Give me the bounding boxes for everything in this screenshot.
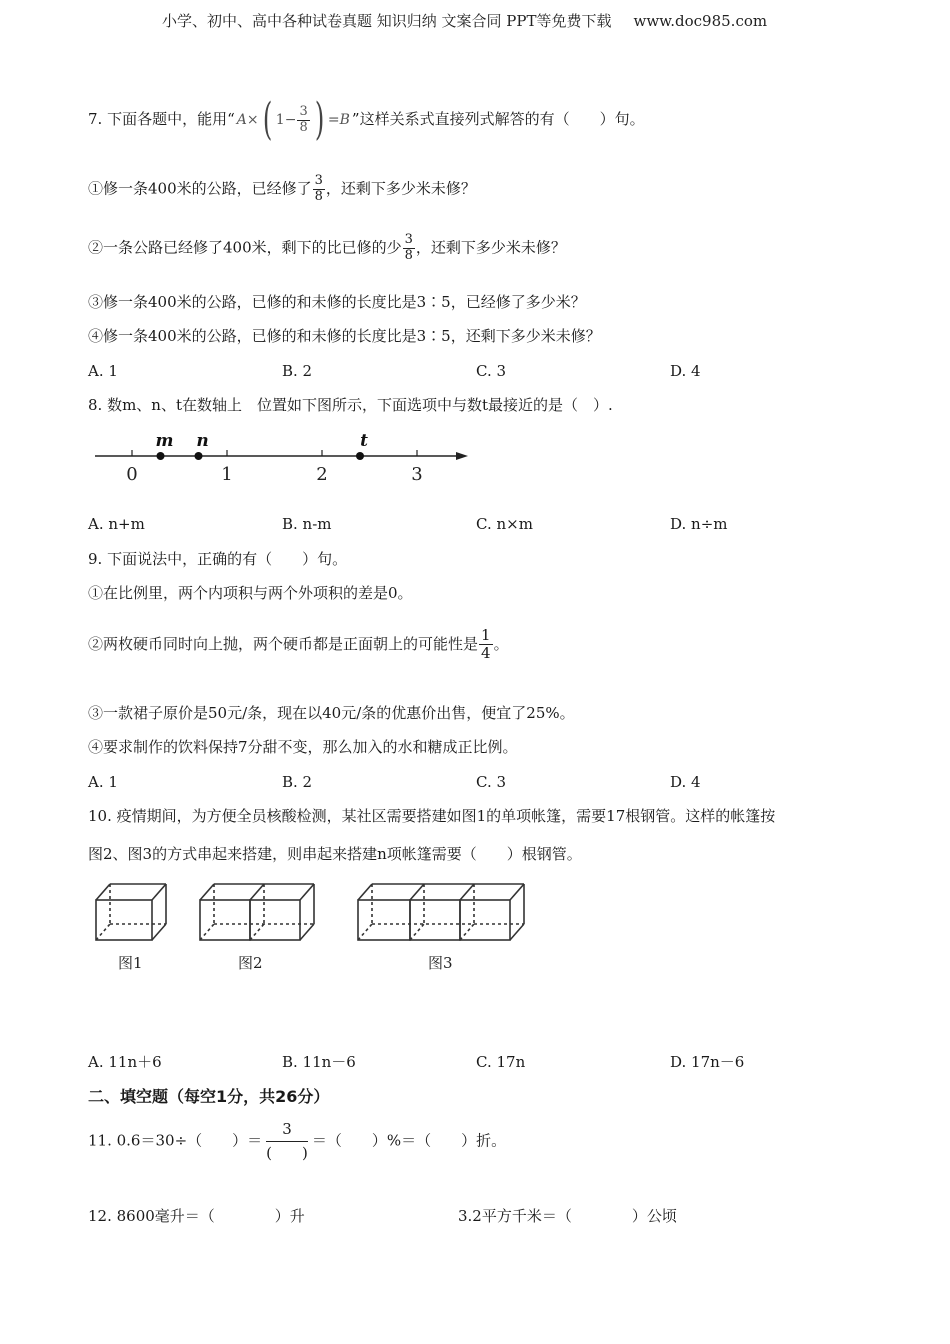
number-line-point-n: [195, 452, 203, 460]
q9-stem: 9. 下面说法中，正确的有（ ）句。: [88, 550, 348, 568]
q7-item2-fraction: [403, 233, 415, 264]
q9-item3: ③一款裙子原价是50元/条，现在以40元/条的优惠价出售，便宜了25%。: [88, 704, 575, 722]
header-text: 小学、初中、高中各种试卷真题 知识归纳 文案合同 PPT等免费下载: [162, 12, 612, 30]
formula-one: 1: [275, 112, 285, 128]
q12-left: 12. 8600毫升＝（ ）升: [88, 1207, 305, 1225]
fraction-num: 3: [404, 232, 413, 247]
number-line-arrow: [456, 452, 468, 460]
q11-fraction-num: 3: [266, 1122, 308, 1142]
tent-figures: [90, 876, 550, 976]
header-url[interactable]: www.doc985.com: [633, 12, 768, 30]
number-line-point-label-m: m: [155, 431, 174, 451]
q11: [88, 1122, 506, 1161]
number-line-tick-label: 3: [411, 464, 423, 485]
q7-item4: ④修一条400米的公路，已修的和未修的长度比是3∶5，还剩下多少米未修？: [88, 327, 601, 345]
q10-option-b[interactable]: B. 11n－6: [282, 1053, 356, 1071]
q7-option-a[interactable]: A. 1: [88, 362, 118, 380]
q9-item4: ④要求制作的饮料保持7分甜不变，那么加入的水和糖成正比例。: [88, 738, 518, 756]
number-line-point-label-n: n: [196, 431, 209, 451]
q9-option-a[interactable]: A. 1: [88, 773, 118, 791]
formula-minus: −: [284, 112, 297, 128]
number-line-point-m: [157, 452, 165, 460]
fraction-den: 8: [404, 247, 413, 263]
q8-option-b[interactable]: B. n-m: [282, 515, 332, 533]
q7-option-c[interactable]: C. 3: [476, 362, 507, 380]
q7-item1: [88, 174, 476, 205]
q10-line2: 图2、图3的方式串起来搭建，则串起来搭建n项帐篷需要（ ）根钢管。: [88, 845, 582, 863]
section2-title: 二、填空题（每空1分，共26分）: [88, 1087, 330, 1106]
number-line-tick-label: 0: [126, 464, 138, 485]
fraction-num: 3: [314, 173, 323, 188]
q7-stem-post: ”这样关系式直接列式解答的有（ ）句。: [351, 110, 645, 128]
q7-item1-post: ，还剩下多少米未修？: [325, 179, 476, 198]
q9-option-b[interactable]: B. 2: [282, 773, 313, 791]
fraction-den: 4: [481, 644, 491, 663]
q7-item2: [88, 233, 566, 264]
q10-line1: 10. 疫情期间，为方便全员核酸检测，某社区需要搭建如图1的单项帐篷，需要17根钢管。这样的帐篷按: [88, 807, 776, 825]
figure-label-2: 图2: [238, 954, 263, 972]
fraction-den: 8: [314, 188, 323, 204]
tent-figure-2: [200, 884, 314, 940]
q10-option-d[interactable]: D. 17n－6: [670, 1053, 745, 1071]
q7-item1-pre: ①修一条400米的公路，已经修了: [88, 179, 312, 198]
q8-option-d[interactable]: D. n÷m: [670, 515, 728, 533]
figure-label-3: 图3: [428, 954, 453, 972]
q12-right: 3.2平方千米＝（ ）公顷: [458, 1207, 677, 1225]
q11-fraction-den[interactable]: ( ): [266, 1144, 308, 1162]
q9-item1: ①在比例里，两个内项积与两个外项积的差是0。: [88, 584, 413, 602]
q11-post: ＝（ ）%＝（ ）折。: [311, 1131, 507, 1150]
number-line-figure: [90, 428, 480, 490]
q8-option-c[interactable]: C. n×m: [476, 515, 533, 533]
page-header: [162, 14, 767, 29]
formula-b: B: [339, 112, 350, 128]
formula-times: ×: [246, 112, 259, 128]
q8-option-a[interactable]: A. n+m: [88, 515, 145, 533]
formula-left-paren: (: [262, 94, 272, 145]
q10-option-c[interactable]: C. 17n: [476, 1053, 526, 1071]
figure-label-1: 图1: [118, 954, 143, 972]
q9-item2-fraction: [479, 627, 493, 663]
q10-option-a[interactable]: A. 11n＋6: [88, 1053, 162, 1071]
q7-item1-fraction: [313, 174, 325, 205]
q9-option-c[interactable]: C. 3: [476, 773, 507, 791]
q9-item2-post: 。: [493, 634, 509, 653]
number-line-tick-label: 2: [316, 464, 328, 485]
q7-item3: ③修一条400米的公路，已修的和未修的长度比是3∶5，已经修了多少米？: [88, 293, 586, 311]
number-line-point-label-t: t: [360, 431, 368, 451]
tent-figure-3: [358, 884, 524, 940]
q7-item2-post: ，还剩下多少米未修？: [415, 238, 566, 257]
number-line-point-t: [356, 452, 364, 460]
q7-option-b[interactable]: B. 2: [282, 362, 313, 380]
q9-option-d[interactable]: D. 4: [670, 773, 701, 791]
q7-item2-pre: ②一条公路已经修了400米，剩下的比已修的少: [88, 238, 402, 257]
q8-stem: 8. 数m、n、t在数轴上 位置如下图所示，下面选项中与数t最接近的是（ ）.: [88, 396, 613, 414]
q9-item2-pre: ②两枚硬币同时向上抛，两个硬币都是正面朝上的可能性是: [88, 634, 479, 653]
q7-formula: [236, 94, 350, 145]
q11-fraction: [266, 1122, 308, 1161]
formula-num: 3: [299, 103, 308, 119]
fraction-num: 1: [481, 626, 491, 644]
formula-eq: =: [327, 112, 340, 128]
formula-den: 8: [299, 119, 308, 135]
formula-fraction: [297, 105, 309, 136]
q9-item2: [88, 627, 509, 663]
q7-stem: [88, 94, 645, 145]
formula-right-paren: ): [314, 94, 325, 145]
q11-pre: 11. 0.6＝30÷（ ）＝: [88, 1131, 263, 1150]
tent-figure-1: [96, 884, 166, 940]
q7-stem-pre: 7. 下面各题中，能用“: [88, 110, 235, 128]
number-line-tick-label: 1: [221, 464, 233, 485]
formula-a: A: [236, 112, 247, 128]
q7-option-d[interactable]: D. 4: [670, 362, 701, 380]
